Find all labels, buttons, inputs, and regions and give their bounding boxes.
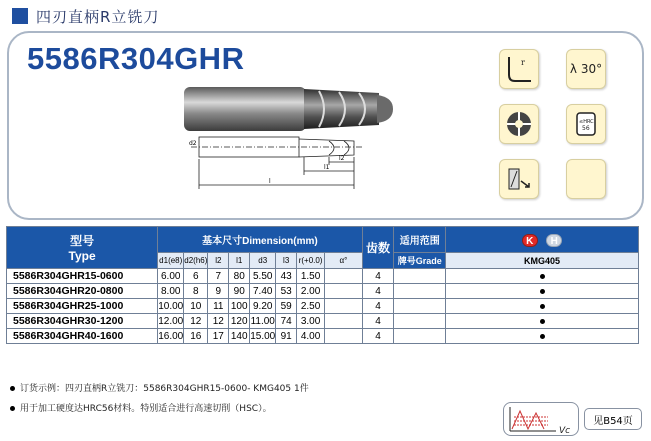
availability-dot — [540, 304, 545, 309]
sub-header-l3: l3 — [276, 253, 297, 269]
row-d2: 10 — [184, 299, 208, 314]
dim-l1-label: l1 — [324, 164, 330, 171]
svg-text:56: 56 — [582, 125, 590, 132]
row-r: 3.00 — [297, 314, 325, 329]
row-type: 5586R304GHR15-0600 — [7, 269, 158, 284]
row-l1: 80 — [229, 269, 250, 284]
row-d1: 6.00 — [158, 269, 184, 284]
row-scope — [394, 299, 446, 314]
sub-header-r: r(+0.0) — [297, 253, 325, 269]
row-l3: 43 — [276, 269, 297, 284]
four-flute-icon — [499, 104, 539, 144]
row-scope — [394, 269, 446, 284]
sub-header-l1: l1 — [229, 253, 250, 269]
row-scope — [394, 329, 446, 344]
row-l2: 17 — [208, 329, 229, 344]
dim-l-label: l — [269, 178, 271, 185]
svg-text:≤HRC: ≤HRC — [579, 119, 594, 125]
row-l1: 100 — [229, 299, 250, 314]
availability-dot — [540, 334, 545, 339]
row-r: 2.50 — [297, 299, 325, 314]
teeth-header: 齿数 — [362, 227, 394, 269]
dim-d2-label: d2 — [189, 140, 197, 147]
type-header-en: Type — [68, 249, 96, 263]
helix-angle-label: λ 30° — [569, 62, 603, 76]
dimension-drawing — [179, 127, 379, 197]
dimension-header: 基本尺寸Dimension(mm) — [158, 227, 362, 253]
row-alpha — [325, 269, 363, 284]
sub-header-d1: d1(e8) — [158, 253, 184, 269]
row-d2: 8 — [184, 284, 208, 299]
availability-dot — [540, 274, 545, 279]
hardness-icon — [566, 104, 606, 144]
row-d2: 6 — [184, 269, 208, 284]
row-d3: 11.00 — [250, 315, 275, 327]
cutting-speed-chart-icon — [503, 402, 579, 436]
badge-h: H — [546, 234, 562, 247]
row-d3: 5.50 — [250, 269, 276, 284]
row-alpha — [325, 284, 363, 299]
row-l2: 11 — [208, 299, 229, 314]
svg-text:r: r — [521, 58, 525, 67]
section-header — [12, 5, 159, 27]
row-teeth: 4 — [362, 269, 394, 284]
row-d1: 8.00 — [158, 284, 184, 299]
row-d1: 12.00 — [158, 315, 184, 327]
row-type: 5586R304GHR30-1200 — [7, 314, 158, 329]
header-square-icon — [12, 8, 28, 24]
row-l3: 74 — [276, 314, 297, 329]
bullet-icon — [10, 386, 15, 391]
table-row — [7, 329, 639, 344]
grade-header: 牌号Grade — [394, 253, 446, 269]
order-example-text: 订货示例：四刃直柄R立铣刀：5586R304GHR15-0600- KMG405 1件 — [20, 384, 309, 394]
ramping-icon — [499, 159, 539, 199]
scope-header: 适用范围 — [394, 227, 446, 253]
row-l3: 53 — [276, 284, 297, 299]
row-alpha — [325, 329, 363, 344]
availability-dot — [540, 319, 545, 324]
section-title: 四刃直柄R立铣刀 — [36, 7, 160, 26]
row-grade-availability — [446, 329, 639, 344]
row-d1: 16.00 — [158, 330, 184, 342]
row-l2: 12 — [208, 314, 229, 329]
row-d2: 12 — [184, 314, 208, 329]
row-type: 5586R304GHR25-1000 — [7, 299, 158, 314]
corner-radius-icon — [499, 49, 539, 89]
row-l1: 120 — [229, 314, 250, 329]
row-l3: 91 — [276, 329, 297, 344]
sub-header-l2: l2 — [208, 253, 229, 269]
row-grade-availability — [446, 269, 639, 284]
row-l2: 9 — [208, 284, 229, 299]
table-row — [7, 299, 639, 314]
spec-table — [6, 226, 639, 344]
row-r: 4.00 — [297, 329, 325, 344]
row-teeth: 4 — [362, 299, 394, 314]
sub-header-d2: d2(h6) — [184, 253, 208, 269]
row-l2: 7 — [208, 269, 229, 284]
row-l1: 90 — [229, 284, 250, 299]
row-scope — [394, 284, 446, 299]
usage-text: 用于加工硬度达HRC56材料。特别适合进行高速切削（HSC）。 — [20, 404, 272, 414]
row-alpha — [325, 314, 363, 329]
table-row — [7, 269, 639, 284]
row-d1: 10.00 — [158, 300, 184, 312]
row-grade-availability — [446, 299, 639, 314]
row-scope — [394, 314, 446, 329]
bullet-icon — [10, 406, 15, 411]
helix-angle-icon — [566, 49, 606, 89]
row-type: 5586R304GHR40-1600 — [7, 329, 158, 344]
type-header — [7, 227, 158, 269]
grade-name: KMG405 — [446, 253, 639, 269]
availability-dot — [540, 289, 545, 294]
row-l1: 140 — [229, 329, 250, 344]
table-row — [7, 284, 639, 299]
vc-label: Vc — [559, 426, 571, 436]
table-row — [7, 314, 639, 329]
row-d3: 7.40 — [250, 284, 276, 299]
row-teeth: 4 — [362, 329, 394, 344]
order-example-note — [10, 381, 309, 394]
sub-header-alpha: α° — [325, 253, 363, 269]
see-page-link[interactable]: 见B54页 — [584, 408, 642, 430]
badge-k: K — [522, 234, 538, 247]
product-model: 5586R304GHR — [27, 41, 245, 76]
row-grade-availability — [446, 284, 639, 299]
sub-header-d3: d3 — [250, 253, 276, 269]
row-d2: 16 — [184, 329, 208, 344]
row-r: 1.50 — [297, 269, 325, 284]
blank-icon — [566, 159, 606, 199]
row-teeth: 4 — [362, 314, 394, 329]
row-d3: 15.00 — [250, 330, 276, 342]
dim-l2-label: l2 — [339, 155, 345, 162]
usage-note — [10, 401, 272, 414]
row-d3: 9.20 — [250, 299, 276, 314]
row-type: 5586R304GHR20-0800 — [7, 284, 158, 299]
row-r: 2.00 — [297, 284, 325, 299]
type-header-cn: 型号 — [70, 234, 95, 248]
row-grade-availability — [446, 314, 639, 329]
row-teeth: 4 — [362, 284, 394, 299]
row-l3: 59 — [276, 299, 297, 314]
product-card — [7, 31, 644, 220]
material-badges — [446, 227, 639, 253]
row-alpha — [325, 299, 363, 314]
